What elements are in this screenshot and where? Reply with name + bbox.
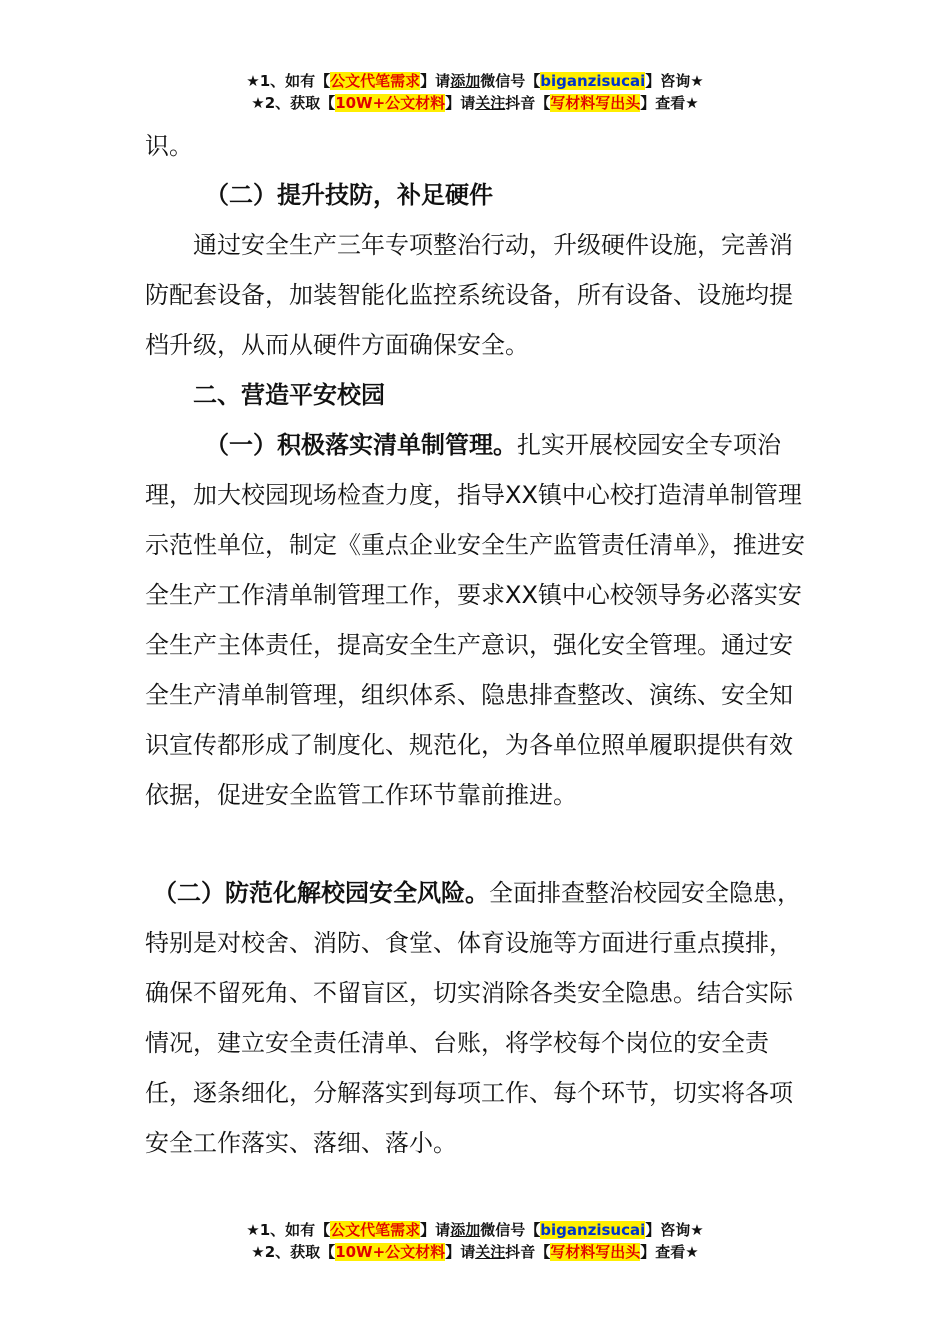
banner-underline: 添加: [450, 1221, 481, 1239]
paragraph-lead: （一）积极落实清单制管理。: [205, 431, 517, 459]
banner-text: 抖音【: [505, 94, 551, 112]
banner-line-2: [0, 92, 950, 114]
banner-text: ★2、获取【: [251, 94, 336, 112]
banner-douyin-id: 写材料写出头: [550, 1243, 641, 1261]
section-heading-2: （二）提升技防，补足硬件: [205, 181, 493, 209]
paragraph-checklist: [145, 420, 815, 820]
paragraph-text: 全面排查整治校园安全隐患，特别是对校舍、消防、食堂、体育设施等方面进行重点摸排，确保不留死角、不留盲区，切实消除各类安全隐患。结合实际情况，建立安全责任清单、台账，将学校每个岗位的安全责任，逐条细化，分解落实到每项工作、每个环节，切实将各项安全工作落实、落细、落小。: [145, 879, 801, 1157]
banner-line-1: [0, 70, 950, 92]
banner-wechat-id: biganzisucai: [540, 1221, 646, 1239]
banner-text: 】请: [445, 1243, 476, 1261]
banner-text: 】请: [445, 94, 476, 112]
banner-text: 微信号【: [480, 72, 541, 90]
top-banner: [0, 70, 950, 114]
banner-underline: 添加: [450, 72, 481, 90]
banner-text: 抖音【: [505, 1243, 551, 1261]
paragraph-hardware: [145, 220, 815, 370]
banner-text: ★1、如有【: [246, 1221, 331, 1239]
banner-text: 】查看★: [640, 1243, 699, 1261]
banner-highlight: 公文代笔需求: [330, 72, 421, 90]
banner-line-1: [0, 1219, 950, 1241]
banner-douyin-id: 写材料写出头: [550, 94, 641, 112]
bottom-banner: [0, 1219, 950, 1263]
banner-text: 微信号【: [480, 1221, 541, 1239]
paragraph-text: 通过安全生产三年专项整治行动，升级硬件设施，完善消防配套设备，加装智能化监控系统设备，所有设备、设施均提档升级，从而从硬件方面确保安全。: [145, 231, 793, 359]
paragraph-risk: [145, 868, 815, 1168]
banner-text: 】咨询★: [645, 72, 704, 90]
banner-underline: 关注: [475, 94, 506, 112]
banner-text: 】咨询★: [645, 1221, 704, 1239]
banner-text: 】查看★: [640, 94, 699, 112]
banner-highlight: 10W+公文材料: [335, 1243, 446, 1261]
paragraph-continuation: 识。: [145, 132, 193, 160]
banner-text: ★1、如有【: [246, 72, 331, 90]
paragraph-text: 扎实开展校园安全专项治理，加大校园现场检查力度，指导XX镇中心校打造清单制管理示范性单位，制定《重点企业安全生产监管责任清单》，推进安全生产工作清单制管理工作，要求XX镇中心校领导务必落实安全生产主体责任，提高安全生产意识，强化安全管理。通过安全生产清单制管理，组织体系、隐患排查整改、演练、安全知识宣传都形成了制度化、规范化，为各单位照单履职提供有效依据，促进安全监管工作环节靠前推进。: [145, 431, 805, 809]
banner-wechat-id: biganzisucai: [540, 72, 646, 90]
banner-text: 】请: [420, 1221, 451, 1239]
banner-line-2: [0, 1241, 950, 1263]
banner-text: ★2、获取【: [251, 1243, 336, 1261]
chapter-heading-2: 二、营造平安校园: [193, 381, 385, 409]
banner-highlight: 10W+公文材料: [335, 94, 446, 112]
banner-text: 】请: [420, 72, 451, 90]
banner-underline: 关注: [475, 1243, 506, 1261]
banner-highlight: 公文代笔需求: [330, 1221, 421, 1239]
paragraph-lead: （二）防范化解校园安全风险。: [153, 879, 489, 907]
